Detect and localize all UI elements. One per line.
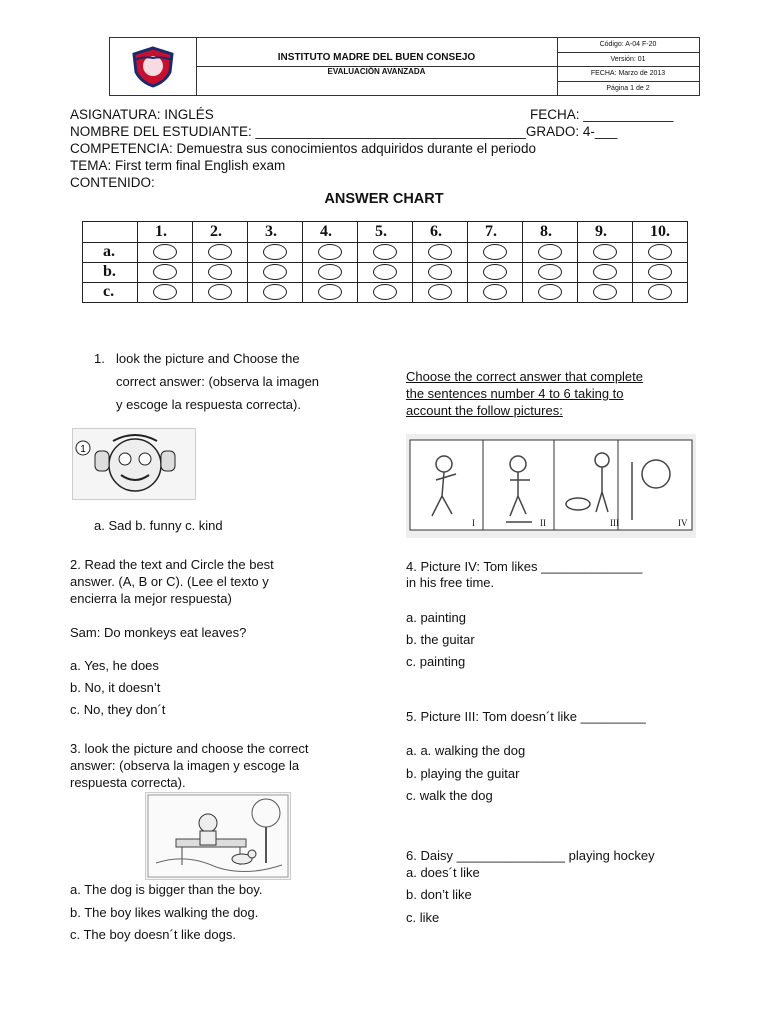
instructions-line-3: account the follow pictures: xyxy=(406,403,563,418)
date-field: FECHA: ____________ xyxy=(530,107,674,122)
chart-column-header: 2. xyxy=(210,223,222,240)
chart-column-header: 3. xyxy=(265,223,277,240)
instructions-line-1: Choose the correct answer that complete xyxy=(406,369,644,384)
funny-face-illustration xyxy=(73,429,195,499)
answer-bubble[interactable] xyxy=(263,244,287,260)
picture-label-4: IV xyxy=(678,518,688,528)
q3-line-1: 3. look the picture and choose the correct xyxy=(70,741,309,756)
q3-option-c: c. The boy doesn´t like dogs. xyxy=(70,927,236,942)
q2-option-a: a. Yes, he does xyxy=(70,658,159,673)
evaluation-type: EVALUACIÓN AVANZADA xyxy=(327,67,426,76)
answer-bubble[interactable] xyxy=(593,264,617,280)
subject-field: ASIGNATURA: INGLÉS xyxy=(70,107,214,122)
answer-bubble[interactable] xyxy=(593,284,617,300)
answer-bubble[interactable] xyxy=(373,264,397,280)
student-name-field: NOMBRE DEL ESTUDIANTE: ____________________________________GRADO: 4-___ xyxy=(70,124,618,139)
answer-bubble[interactable] xyxy=(153,244,177,260)
content-field: CONTENIDO: xyxy=(70,175,155,190)
q4-option-a: a. painting xyxy=(406,610,466,625)
q1-line-3: y escoge la respuesta correcta). xyxy=(116,397,301,412)
q2-prompt: Sam: Do monkeys eat leaves? xyxy=(70,625,247,640)
answer-bubble[interactable] xyxy=(483,284,507,300)
q1-options: a. Sad b. funny c. kind xyxy=(94,518,223,533)
answer-bubble[interactable] xyxy=(318,284,342,300)
q6-option-c: c. like xyxy=(406,910,440,925)
chart-column-header: 6. xyxy=(430,223,442,240)
answer-bubble[interactable] xyxy=(373,244,397,260)
q6-text: 6. Daisy _______________ playing hockey xyxy=(406,848,655,863)
q3-option-a: a. The dog is bigger than the boy. xyxy=(70,882,263,897)
topic-field: TEMA: First term final English exam xyxy=(70,158,286,173)
chart-row-label: b. xyxy=(103,263,116,280)
q1-line-1: look the picture and Choose the xyxy=(116,351,300,366)
q2-line-2: answer. (A, B or C). (Lee el texto y xyxy=(70,574,269,589)
q5-option-a: a. a. walking the dog xyxy=(406,743,526,758)
answer-bubble[interactable] xyxy=(208,264,232,280)
q2-line-3: encierra la mejor respuesta) xyxy=(70,591,232,606)
picture-label-2: II xyxy=(540,518,546,528)
chart-column-header: 9. xyxy=(595,223,607,240)
answer-bubble[interactable] xyxy=(263,284,287,300)
answer-bubble[interactable] xyxy=(428,284,452,300)
answer-bubble[interactable] xyxy=(318,264,342,280)
institution-name: INSTITUTO MADRE DEL BUEN CONSEJO xyxy=(196,38,557,67)
document-header xyxy=(109,37,700,96)
q3-line-2: answer: (observa la imagen y escoge la xyxy=(70,758,300,773)
chart-row-label: c. xyxy=(103,283,115,300)
answer-bubble[interactable] xyxy=(648,244,672,260)
answer-bubble[interactable] xyxy=(318,244,342,260)
answer-bubble[interactable] xyxy=(208,244,232,260)
q4-option-b: b. the guitar xyxy=(406,632,475,647)
activities-pictures xyxy=(406,434,696,538)
chart-row-divider xyxy=(83,242,687,243)
instructions-line-2: the sentences number 4 to 6 taking to xyxy=(406,386,624,401)
q3-option-b: b. The boy likes walking the dog. xyxy=(70,905,259,920)
q1-picture-tag: 1 xyxy=(80,444,86,455)
doc-code: Código: A-04 F-20 xyxy=(557,38,699,53)
school-logo xyxy=(110,38,197,95)
answer-bubble[interactable] xyxy=(153,264,177,280)
q3-line-3: respuesta correcta). xyxy=(70,775,186,790)
q5-option-b: b. playing the guitar xyxy=(406,766,520,781)
q1-line-2: correct answer: (observa la imagen xyxy=(116,374,320,389)
q1-number: 1. xyxy=(94,351,105,366)
chart-column-header: 4. xyxy=(320,223,332,240)
picture-label-1: I xyxy=(472,518,475,528)
chart-column-header: 5. xyxy=(375,223,387,240)
q4-line-2: in his free time. xyxy=(406,575,495,590)
q3-picture xyxy=(145,792,291,880)
q4-line-1: 4. Picture IV: Tom likes ______________ xyxy=(406,559,643,574)
answer-bubble[interactable] xyxy=(428,244,452,260)
school-crest-icon xyxy=(130,46,176,88)
boy-dog-park-illustration xyxy=(146,793,290,879)
answer-bubble[interactable] xyxy=(538,284,562,300)
q1-picture xyxy=(72,428,196,500)
answer-bubble[interactable] xyxy=(648,284,672,300)
answer-chart-title: ANSWER CHART xyxy=(324,191,444,207)
chart-column-header: 7. xyxy=(485,223,497,240)
answer-bubble[interactable] xyxy=(483,264,507,280)
picture-label-3: III xyxy=(610,518,619,528)
q2-line-1: 2. Read the text and Circle the best xyxy=(70,557,274,572)
chart-row-divider xyxy=(83,262,687,263)
answer-bubble[interactable] xyxy=(263,264,287,280)
doc-page: Página 1 de 2 xyxy=(606,84,650,92)
answer-bubble[interactable] xyxy=(373,284,397,300)
competence-field: COMPETENCIA: Demuestra sus conocimientos adquiridos durante el periodo xyxy=(70,141,536,156)
chart-column-header: 8. xyxy=(540,223,552,240)
doc-date: FECHA: Marzo de 2013 xyxy=(557,67,699,82)
answer-bubble[interactable] xyxy=(483,244,507,260)
answer-chart xyxy=(82,221,688,303)
chart-row-label: a. xyxy=(103,243,115,260)
answer-bubble[interactable] xyxy=(428,264,452,280)
q6-option-b: b. don’t like xyxy=(406,887,472,902)
q2-option-c: c. No, they don´t xyxy=(70,702,166,717)
answer-bubble[interactable] xyxy=(538,244,562,260)
q2-option-b: b. No, it doesn’t xyxy=(70,680,161,695)
answer-bubble[interactable] xyxy=(208,284,232,300)
answer-bubble[interactable] xyxy=(593,244,617,260)
activities-illustration xyxy=(406,434,696,538)
chart-row-divider xyxy=(83,282,687,283)
answer-bubble[interactable] xyxy=(648,264,672,280)
q6-option-a: a. does´t like xyxy=(406,865,480,880)
q5-option-c: c. walk the dog xyxy=(406,788,493,803)
chart-column-header: 10. xyxy=(650,223,670,240)
chart-column-header: 1. xyxy=(155,223,167,240)
doc-version: Versión: 01 xyxy=(557,53,699,68)
q5-text: 5. Picture III: Tom doesn´t like _________ xyxy=(406,709,646,724)
answer-bubble[interactable] xyxy=(153,284,177,300)
answer-bubble[interactable] xyxy=(538,264,562,280)
q4-option-c: c. painting xyxy=(406,654,466,669)
